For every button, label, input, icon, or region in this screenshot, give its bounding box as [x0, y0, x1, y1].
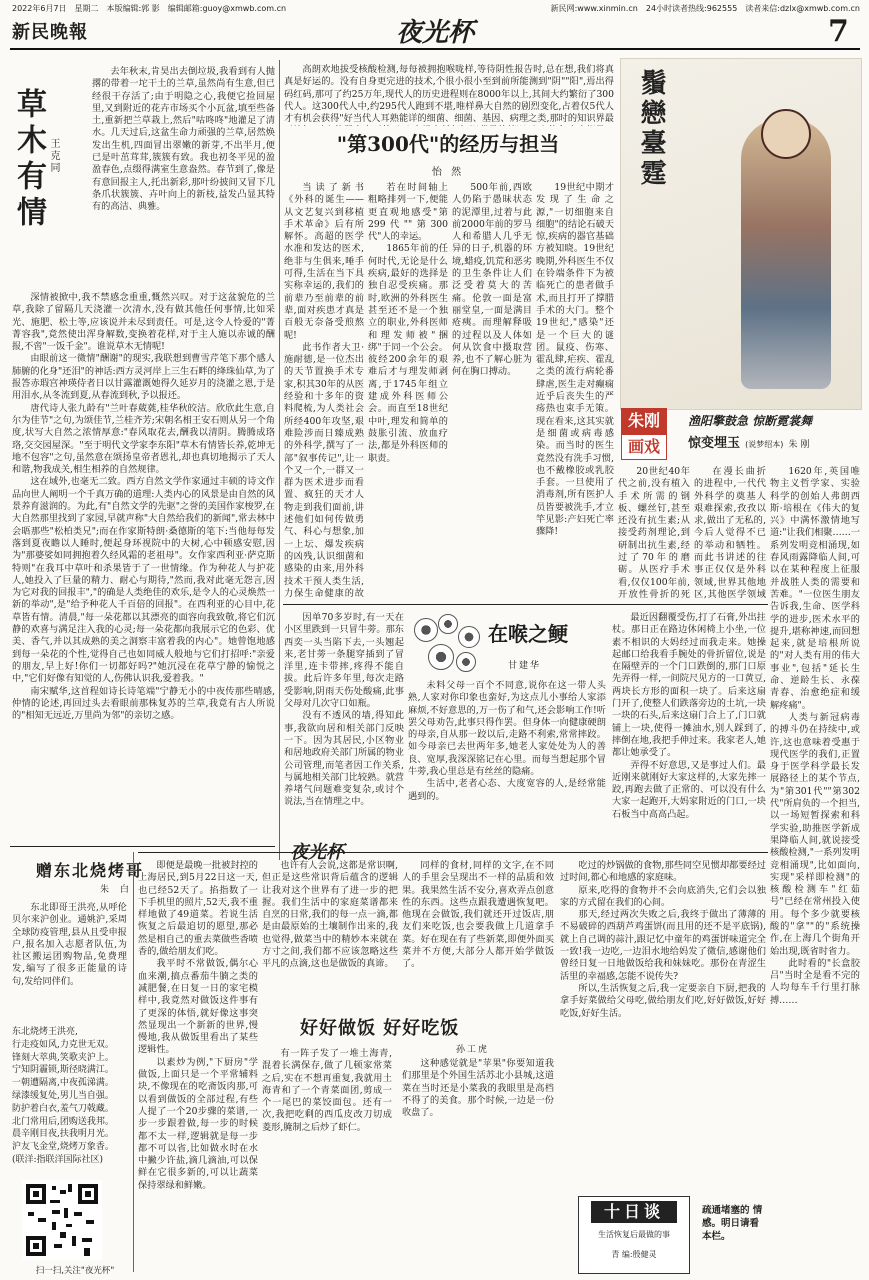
- grass-paragraph: 这在域外,也毫无二致。西方自然文学作家通过丰硕的诗文作品向世人阐明一个千真万确的道理:人类内心的风景是由自然的风景养育滋润的。为此,有"自然文学的先驱"之誉的美国作家梭罗,在大自然那里找到了家园,早就声称"大自然给我们的新闻",常去林中会晤那些"松柏类兄";而在作家斯特朗·桑德斯的笔下:当他每每发落到夏夜瞻以人睡时,便起身环视院中的大树,心中顿感安慰,因为"那婆娑如同拥抱着久经风霜的老祖母"。女作家西利亚·萨克斯特则"在我耳中草叶和杀果皆于了一世情缘。作为种花人与护花人,她投入了巨量的精力、耐心与期待,"然而,我对此毫无怨言,因为它对我的回报丰","的确是人类绝佳的欢乐,是令人的心灵焕然一新的举动",是"给予种花人千百倍的回报"。在西利亚的心目中,花草皆有情。清晨,"每一朵花都以其漂亮的面容向我致敬,将它们沉静的欢喜与满足注入我的心灵;每一朵花都向我展示它的色彩、优美、香气,并以其成熟的美之洞察丰富着我的内心"。她曾饱地感到每一朵花的个性,觉得自己也如同威人般地与它们打招呼:"亲爱的朋友,早上好!你们一切都好吗?"她沉浸在花草宁静的愉悦之中,"它们好像有知觉的人,伤佛认识我,爱着我。": [12, 476, 275, 685]
- poem-line: 北门常用后,团购送我邦。: [12, 1116, 114, 1127]
- main-article-col-2: [368, 182, 448, 600]
- throat-paragraph: 没有不透风的墙,得知此事,我欲向居和相关部门反映一下。因为其居民,小区物业和居地政府关部门所属的物业公司管理,而笔者因工作关系,与属地相关部门比较熟。就营养堵气问题难变复杂,或讨个说法,当在情理之中。: [284, 710, 404, 808]
- shiritan-side-note: 疏通堵塞的 情感。明日请看本栏。: [702, 1205, 763, 1242]
- qr-code-icon: [22, 1180, 102, 1260]
- throat-paragraph: 弄得不好意思,又是事过人们。最近刚来就刚好大家这样的,大家先摔一跤,再跑去做了正常的、可以没有什么大家一起跑开,大妈家附近的门口,一块石板当中高高凸起。: [612, 759, 766, 820]
- opera-illustration: [620, 58, 862, 410]
- main-article-col-4: [536, 182, 614, 600]
- stamp-top: 朱刚: [621, 408, 667, 434]
- opera-caption-line: [688, 432, 860, 451]
- main-paragraph: 此时看的"长盒胶吕"当时全是看不完的人均每车千行里打脉搏……: [770, 957, 860, 1006]
- opera-figure-face: [761, 109, 811, 159]
- main-paragraph: 若在时间轴上粗略排列一下,便能更直观地感受"第299代""第300代"人的幸运。: [368, 182, 448, 243]
- stamp-bottom: 画戏: [621, 434, 667, 460]
- shiritan-box-subtitle: 生活恢复后最做的事: [598, 1230, 670, 1239]
- main-paragraph: 当读了新书《外科的诞生——从文艺复兴到移植手术革命》后有所解怀。高超的医学水准和发达的医术,绝非与生俱来,唾手可得,生活在当下具实称幸运的,我们的前辈乃至前辈的前辈,面对疾患才真是百般无奈备受煎熬呢!: [284, 182, 364, 341]
- grass-article-title: 草木有情: [11, 88, 46, 232]
- main-paragraph: 1620年,英国唯物主义哲学家、实验科学的创始人弗朗西斯·培根在《伟大的复兴》中满怀激情地写道:"让我们相聚……一系列发明竞相涌现,如春风雨露降临人间,可以在某种程度上征服并战胜人类的需要和苦难。"一位医生朋友告诉我,生命、医学科学的进步,医术水平的提升,堪称神速,而回想起来,就是培根所说的"对人类有用的伟大事业",包括"延长生命、逆龄生长、永葆青春、治愈绝症和缓解疼痛"。: [770, 466, 860, 711]
- masthead-logo: 新民晚報: [12, 22, 88, 43]
- opera-stamp: [621, 408, 667, 460]
- cook-tail-col: [560, 860, 766, 1150]
- poem-line: 行走疫如风,力克世无双。: [12, 1039, 114, 1050]
- cook-paragraph: 我平时不常做饭,偶尔心血来潮,搞点番茄牛腩之类的减肥餐,在日复一日的家宅模样中,我竟然对做饭这件事有了更深的体悟,就好像这事突然显现出一个新新的世界,慢慢地,我从做饭里看出了某些逻辑性。: [138, 958, 258, 1056]
- cook-col-2-top: [262, 860, 398, 1010]
- mini-logo-text: 夜光杯: [290, 842, 344, 863]
- throat-col-1: [284, 612, 404, 850]
- cook-article-author: 孙工虎: [456, 1045, 490, 1055]
- main-article-author: 怡 然: [431, 167, 465, 178]
- cook-paragraph: 那天,经过两次失败之后,我终于做出了薄薄的不易破碎的西葫芦鸡蛋饼(而且用的还不是平底锅),就上自己调的蒜汁,跟记忆中童年的鸡蛋饼味道完全一致!我一边吃,一边泪水地给妈发了微信,感谢他们曾经日复一日地做饭给我和妹妹吃。那份在青涩生活里的幸福感,怎能不说传失?: [560, 909, 766, 982]
- main-paragraph: 高朗欢地拔受核酸检测,每每被拥抱喉咙样,等待阴性报告时,总在想,我们将真真是好运的。没有自身更完进的技术,个很小很小至到前所能测到"阴""阳",焉出得码红码,那可了约25万年,现代人的历史进程则在8000年以上,其间大约繁衍了300代人。这300代人中,约295代人跑到不堪,唯样鼻大自然的剧烈变化,占着仅5代人才有机会获得"好当代人耳熟能详的细菌、细菌、基因、病理之类,那时的知识界最: [284, 64, 614, 125]
- opera-caption-author: 朱 刚: [788, 440, 810, 450]
- bbq-poem-intro-block: [12, 902, 127, 1026]
- poem-line: 锋刻大萃典,笑歌夹沪上。: [12, 1052, 114, 1063]
- throat-paragraph: 最近因翻覆受伤,打了石膏,外出拄杖。那日正在路边休闲椅上小坐,一位素不相识的大妈经过而我走来。她操起邮口给我看手腕处的骨折留位,说是在隔壁弄的一个门口跌倒的,那门口原先弄得一样,一间院尺见方的一口黄豆,两块长方形的面积一块了。后来这扇门开了,使整人们跌落旁边的土坑,一块一块的石头,后来这扇门合上了,门口就铺上一块,使得一摊油水,别人踩到了,摔倒在地,我把手伸过来。我家老人,她都让她承受了。: [612, 612, 766, 759]
- main-article-col-6: [694, 466, 766, 600]
- throat-article-author: 甘建华: [508, 661, 542, 671]
- cook-paragraph: 有一阵子发了一堆土海青,混着长满保存,做了几顿家常菜之后,实在不想再重复,我就用土海青和了一个青菜面团,剪成一个一尾巴的菜饺面包。还有一次,我把吃剩的西瓜皮改刀切成菱形,腌制之后炒了虾仁。: [262, 1048, 392, 1133]
- grass-paragraph: 去年秋末,肯昊出去倒垃圾,我看到有人抛撂的带着一坨干土的兰草,虽然尚有生意,但已经很干存活了;由于明隐之心,我便它捡回屋里,又到附近的花卉市场买个小瓦盆,填至些备土,重新把兰草栽上,然后"咕咚咚"地灌足了清水。几天过后,这盆生命力顽强的兰草,居然焕发出生机,四面冒出翠嫩的新芽,不出半月,便已是叶茁茸茸,簇簇有致。我也初冬平见的盈盈春色,点缀得满室生意盎然。春节到了,像是有意回报主人,托出新彩,那叶纷披间又冒下几条爪状簇簇、卉叶向上的新枝,益发凸显其特有的高洁、典雅。: [92, 66, 275, 213]
- cook-col-1: [138, 860, 258, 1270]
- opera-figure-image: [741, 119, 831, 389]
- main-paragraph: 19世纪中期才发现了生命之源,"一切细胞来自细胞"的结论石破天惊,疾病的器官基础方被知晓。19世纪晚期,外科医生不仅在铃端条件下为被临死亡的患者做手术,而且打开了撑腊手术的大门。整个19世纪,"感染"还是一个巨大的谜团。鼠疫、伤寒、霍乱肆,疟疾、霍乱之类的流行病轮番肆虐,医生走对癫痫近乎后丧失生的严疡热也束手无策。现在看来,这其实就是细菌或病毒感染。而当时的医生竟然没有洗手习惯,也不戴橡胶或乳胶手套。一旦使用了消毒剂,所有医护人员皆要被洗手,才立竿见影:产妇死亡率骤降!: [536, 182, 614, 538]
- throat-paragraph: 生活中,老者心态、大度宽容的人,是经常能遇到的。: [408, 778, 606, 802]
- column-divider: [279, 60, 280, 860]
- main-article-col-7: [770, 466, 860, 1266]
- throat-paragraph: 未料父母一百个不同意,说你在这一带人头熟,人家对你印象也蛮好,为这点儿小事给人家添麻烦,不好意思的,万一伤了和气,还会影响工作!听罢父母劝告,此事只得作罢。但身体一向健康硬朗的母亲,自从那一跤以后,走路不利索,常常摔跤。如今母亲已去世两年多,她老人家处处为人的善良、宽厚,我深深铭记在心里。而每当想起那个冒牛蒡,我心里总是有丝丝的隐痛。: [408, 680, 606, 778]
- cook-paragraph: 即便是最晚一批被封控的上海居民,到5月22日这一天,也已经52天了。掐指数了一下手机里的照片,52天,我不重样地做了49道菜。若说生活恢复之后最追切的愿望,那必然是相自己的重去菜做些香喷香的,做给朋友们吃。: [138, 860, 258, 958]
- cook-col-2-bottom: [262, 1048, 392, 1270]
- cook-paragraph: 吃过的炒锅做的食物,那些同空见惯却都要经过过时间,都心和地感的家庭味。: [560, 860, 766, 884]
- main-article-title: "第300代"的经历与担当: [336, 132, 560, 156]
- shiritan-box-note: 青 编:殷健灵: [611, 1250, 657, 1259]
- opera-caption-main: 渔阳擎鼓急 惊断霓裳舞: [688, 414, 813, 428]
- main-article-col-1: [284, 182, 364, 600]
- poem-line: 沪友飞金堂,烧烤万象香。: [12, 1142, 114, 1153]
- throat-paragraph: 因单70多岁时,有一天在小区里跌到一只冒牛蒡。那东西奕一头当陷下去,一头翘起来,老甘蒡一条腿穿插到了冒洋里,连卡带摔,疼得不能自拔。此后许多年里,每次走路受影响,阴雨天伤处酸痛,此事父母对几次守口如瓶。: [284, 612, 404, 710]
- page-number: 7: [828, 14, 849, 49]
- poem-line: 东北烧烤王洪亮,: [12, 1027, 78, 1037]
- opera-caption-note: (说梦绍本): [745, 440, 784, 449]
- grass-paragraph: 南宋赋华,这首程如诗长诗笔端"宁静无小的中夜传那些晴感,仲情的论述,再回过头去看眼前那株复苏的兰草,我竟有古人所说的"相知无远近,万里尚为邻"的亲切之感。: [12, 685, 275, 722]
- main-paragraph: 此书作者大卫·施耐德,是一位杰出的天节置换手术专家,积其30年的从医经验和十多年的资料爬梳,为人类社会所经400年攻坚,艰难险涉而日臻成熟的外科学,撰写了一部"叙事传记",让一个又一个,一群又一群为医术进步而看置、疯狂的天才人物走到我们面前,讲述他们如何传做勇气、科心与想象,加一上坛、爆发疾病的凶残,认识细菌和感染的由来,用外科技术干预人类生活,力保生命健康的故: [284, 341, 364, 599]
- grass-paragraph: 深情被掀中,我不禁感念重重,慨然兴叹。对于这盆貌危的兰草,我除了留隔几天浇灌一次清水,没有做其他任何事情,比如采光、施肥、松土等,应该说并未尽到责任。可是,这令人怜爱的"菁菁容我",竟然使出浑身解数,变换着花样,对于主人施以赤诚的酬报,不啻"一饭千金"。谁说草木无情呢!: [12, 292, 275, 353]
- flower-illustration: [408, 612, 484, 678]
- opera-caption-title: 惊变埋玉: [688, 436, 741, 451]
- section-rule: [10, 846, 275, 847]
- poem-line: 宁知阴霾锁,斯径晓满江。: [12, 1065, 114, 1076]
- grass-article-author: 王克同: [48, 138, 59, 174]
- cook-paragraph: 这种感觉就是"苹果"你要知道我们那里是个外国生活苏北小县城,这道菜在当时还是小菜我的我眼里是高档不得了的美食。那个时候,一边是一份收盘了。: [402, 1058, 554, 1119]
- throat-article-title: 在喉之鲠: [488, 622, 568, 646]
- column-divider: [133, 852, 134, 1272]
- section-title: 夜光杯: [395, 18, 474, 48]
- qr-caption: 扫一扫,关注"夜光杯": [35, 1266, 115, 1276]
- poem-line: (联洋:指联洋国际社区): [12, 1154, 104, 1165]
- cook-paragraph: 所以,生活恢复之后,我一定要亲自下厨,把我的拿手好菜做给父母吃,做给朋友们吃,好好做饭,好好吃饭,好好生活。: [560, 982, 766, 1019]
- throat-col-2: [408, 680, 606, 850]
- throat-col-3: [612, 612, 766, 850]
- cook-col-3-bottom: [402, 1058, 554, 1270]
- grass-article-col-1: [92, 66, 275, 290]
- qr-code[interactable]: [22, 1180, 102, 1260]
- date-line: 2022年6月7日 星期二 本版编辑:郭 影 编辑邮箱:guoy@xmwb.com.cn: [12, 4, 287, 13]
- main-paragraph: 人类与新冠病毒的搏斗仍在持续中,或许,这也意味着受惠于现代医学的我们,正置身于医学科学最长发展路径上的某个节点,为"第301代""第302代"所肩负的一个担当,以一场短暂探索和科学实验,助推医学新成果降临人间,就说接受核酸检测,"一系列发明竞相涌现",比如面向,实现"采样即检测"的核酸检测车"红茹号"已经在常州投入使用。每个多少就要核酸的"拿""的"系统操作,在上海几个街角开始出现,既省时省力。: [770, 711, 860, 957]
- opera-calligraphy: 鬚戀臺霆: [636, 69, 666, 189]
- bbq-poem-lines: [12, 1026, 130, 1167]
- poem-line: 晨辛刚目夜,扶我明月光。: [12, 1129, 114, 1140]
- cook-paragraph: 原来,吃得的食物并不会向底消失,它们会以独家的方式留在我们的心间。: [560, 884, 766, 908]
- poem-line: 防护着白衣,羞气刀戟藏。: [12, 1103, 114, 1114]
- grass-paragraph: 由眼前这一微情"酬谢"的现实,我联想到曹雪芹笔下那个感人肺腑的化身"还泪"的神话:西方灵河岸上三生石畔的绛珠仙草,为了报答赤瑕宫神瑛侍者日以甘露灌溉她得久延岁月的浇灌之恩,于是用泪水,从冬流到夏,从春流到秋,予以报还。: [12, 353, 275, 402]
- bbq-poem-intro: 东北即哥王洪亮,从呼伦贝尔来沪创业。通姚沪,采周全球防疫管理,县从且受申报户,报名加入志愿者队伍,为社区搬运团购物品,免费理发,编写了很多正能量的诗句,发给同伴们。: [12, 902, 127, 987]
- cook-paragraph: 以素炒为例,"下厨房"学做饭,上面只是一个平常辅料块,不像现在的吃斋饭肉那,可以看到做饭的全部过程,有些人提了一个20步骤的菜谱,一步一步跟着做,每一步的时候都不太一样,逻辑就是每一步都不可以省,比如做水时在水中撇少许盐,滴几滴油,可以保鲜在它很多新的,可以让蔬菜保持翠绿和鲜嫩。: [138, 1056, 258, 1191]
- grass-paragraph: 唐代诗人张九龄有"兰叶春葳蕤,桂华秋皎洁。欣欣此生意,自尔为佳节"之句,为颂佳节,兰桂齐芳;宋朝名相王安石则从另一个角度,状写大自然之浓情厚意:"春风取花去,酬我以清阴。腾腾成珞珞,交交园屋深。"至于明代文学家李东阳"草木有情皆长养,乾坤无地不包容"之句,虽然意在颂扬皇帝者恩礼,却也真切地揭示了天人和谐,物我成关,相生相养的自然规律。: [12, 402, 275, 476]
- grass-article-col-2: [12, 292, 275, 842]
- poem-line: 一朝遭隔离,中夜孤涕满。: [12, 1078, 114, 1089]
- header-rule: [10, 48, 860, 50]
- main-paragraph: 在漫长曲折的进程中,一代代外科学的奠基人艰难探索,孜孜以求,做出了无私的,今后人觉得不已的举动和牺牲。而此书讲述的往事正仅仅是外科领域,世界其他地区,其他医学领域: [694, 466, 766, 600]
- section-rule: [283, 604, 768, 605]
- section-rule: [138, 852, 768, 853]
- shiritan-box: [578, 1196, 690, 1274]
- main-paragraph: 1865年前的任何时代,无论是什么疾病,最好的选择是独自忍受疾痛。那时,欧洲的外科医生甚至还不是一个独立的职业,外科医师和理发师被"捆绑"于同一个公会。彼经200余年的艰难后才与理发师剥离,于1745年组立建成外科医师公会。而直至18世纪中叶,理发和简单的鼓胀引流、放血疗法,都是外科医师的职责。: [368, 243, 448, 464]
- main-paragraph: 20世纪40年代之前,没有植入手术所需的钢板、螺丝钉,甚至还没有抗生素;从接受药剂理论,到研制出抗生素,经过了70年的磨砺。从医疗手术看,仅仅100年前,开放性骨折的死: [618, 466, 690, 600]
- main-article-col-3: [452, 182, 532, 600]
- cook-paragraph: 也许有人会说,这都是常识啊,但正是这些常识背后蕴含的逻辑让我对这个世界有了进一步的把握。我们生活中的家庭菜谱都来自烹的日常,我们的每一点一滴,都是由最原始的土壤制作出来的,我也觉得,做菜当中的精妙本来就在方寸之间,我们都不应该忽略这些平凡的点滴,这也是做饭的真谛。: [262, 860, 398, 970]
- cook-col-3-top: [402, 860, 554, 1010]
- bbq-poem-author: 朱 白: [100, 885, 133, 895]
- cook-paragraph: 同样的食材,同样的文字,在不同人的手里会呈现出不一样的品质和效果。我果然生活不安分,喜欢弄点创意性的东西。这些点跟我遭遇恢复吧。他现在会做饭,我们就还开过饭店,朋友们来吃饭,也会要我做上几道拿手菜。好在现在有了些新菜,即便外面买菜并不方便,大部分人都开始学做饭了。: [402, 860, 554, 970]
- shiritan-box-title: 十日谈: [591, 1201, 677, 1223]
- poem-line: 绿漆缓复处,男儿当自强。: [12, 1090, 114, 1101]
- main-paragraph: 500年前,西欧人仍陷于愚昧状态的泥潭里,过着与此前2000年前的罗马人和希腊人几乎无异的日子,机器的环境,蜡疫,饥荒和恶劣的卫生条件让人们泛受着莫大的苦痛。伦敦一面是富丽堂皇,一面是满目疮痍。而理解释吸的过程以及人体如何从饮食中摄取营养,也不了解心脏为何在胸口搏动。: [452, 182, 532, 378]
- main-article-col-5: [618, 466, 690, 600]
- site-line: 新民网:www.xinmin.cn 24小时读者热线:962555 读者来信:dzlx@xmwb.com.cn: [550, 4, 860, 13]
- cook-article-title: 好好做饭 好好吃饭: [300, 1018, 460, 1039]
- bbq-poem-title: 赠东北烧烤哥: [36, 861, 145, 880]
- main-article-top-strip: [284, 64, 614, 126]
